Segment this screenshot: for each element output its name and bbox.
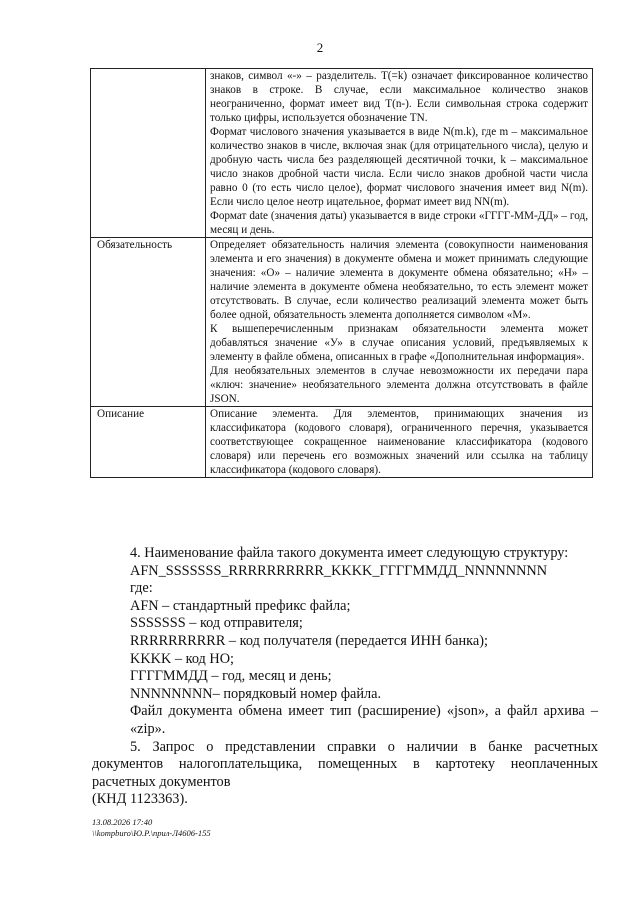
table-cell-label: Обязательность bbox=[91, 238, 206, 407]
file-name-pattern: AFN_SSSSSSS_RRRRRRRRRR_KKKK_ГГГГММДД_NNNNNNNN bbox=[130, 562, 548, 579]
paragraph: Описание элемента. Для элементов, принимающих значения из классификатора (кодового словаря), ограниченного перечня, указывается соответствующее сокращенное наименование классификатора (кодового словаря) или перечень его возможных значений или ссылка на таблицу классификатора (кодового словаря). bbox=[210, 408, 588, 476]
definition-item: SSSSSSS – код отправителя; bbox=[130, 615, 303, 632]
table-cell-description bbox=[206, 238, 593, 407]
paragraph: Для необязательных элементов в случае невозможности их передачи пара «ключ: значение» необязательного элемента должна отсутствовать в файле JSON. bbox=[210, 365, 588, 405]
definition-item: AFN – стандартный префикс файла; bbox=[130, 597, 351, 614]
table-row bbox=[91, 69, 593, 238]
footer-stamp bbox=[92, 817, 211, 839]
table-cell-label bbox=[91, 69, 206, 238]
table-cell-description bbox=[206, 407, 593, 478]
table-row bbox=[91, 407, 593, 478]
where-label: где: bbox=[130, 580, 153, 597]
table-cell-label: Описание bbox=[91, 407, 206, 478]
paragraph: К вышеперечисленным признакам обязательности элемента может добавляться значение «У» в случае описания условий, предъявляемых к элементу в файле обмена, описанных в графе «Дополнительная информация». bbox=[210, 323, 588, 363]
item-5-paragraph: 5. Запрос о представлении справки о наличии в банке расчетных документов налогоплательщика, помещенных в картотеку неоплаченных расчетных документов bbox=[92, 738, 598, 790]
file-type-paragraph: Файл документа обмена имеет тип (расширение) «json», а файл архива – «zip». bbox=[130, 703, 598, 737]
definition-item: ГГГГММДД – год, месяц и день; bbox=[130, 668, 332, 685]
paragraph: знаков, символ «-» – разделитель. T(=k) означает фиксированное количество знаков в строке. В случае, если максимальное количество знаков неограниченно, формат имеет вид T(n-). Если символьная строка содержит только цифры, используется обозначение TN. bbox=[210, 70, 588, 124]
footer-file-path: \\kompburo\Ю.Р.\прил-Л4606-155 bbox=[92, 828, 211, 838]
definition-item: RRRRRRRRRR – код получателя (передается ИНН банка); bbox=[130, 632, 488, 649]
definition-item: NNNNNNNN– порядковый номер файла. bbox=[130, 685, 382, 702]
item-4-heading: 4. Наименование файла такого документа имеет следующую структуру: bbox=[130, 545, 569, 561]
footer-timestamp: 13.08.2026 17:40 bbox=[92, 817, 153, 827]
document-body bbox=[92, 545, 598, 809]
format-spec-table bbox=[90, 68, 593, 478]
page-number: 2 bbox=[316, 40, 324, 55]
paragraph: Формат date (значения даты) указывается в виде строки «ГГГГ-ММ-ДД» – год, месяц и день. bbox=[210, 210, 588, 236]
table-row bbox=[91, 238, 593, 407]
paragraph: Формат числового значения указывается в виде N(m.k), где m – максимальное количество знаков в числе, включая знак (для отрицательного числа), целую и дробную часть числа без разделяющей десятичной точки, k – максимальное число знаков дробной части числа. Если число знаков дробной части числа равно 0 (то есть число целое), формат числового значения имеет вид N(m). Если число целое неотр ицательное, формат имеет вид NN(m). bbox=[210, 126, 588, 208]
definition-item: KKKK – код НО; bbox=[130, 650, 235, 667]
paragraph: Определяет обязательность наличия элемента (совокупности наименования элемента и его значения) в документе обмена и может принимать следующие значения: «О» – наличие элемента в документе обмена обязательно; «Н» – наличие элемента в документе обмена необязательно, то есть элемент может отсутствовать. В случае, если количество реализаций элемента может быть более одной, обязательность элемента дополняется символом «М». bbox=[210, 239, 588, 321]
table-cell-description bbox=[206, 69, 593, 238]
item-5-knd: (КНД 1123363). bbox=[92, 791, 188, 808]
